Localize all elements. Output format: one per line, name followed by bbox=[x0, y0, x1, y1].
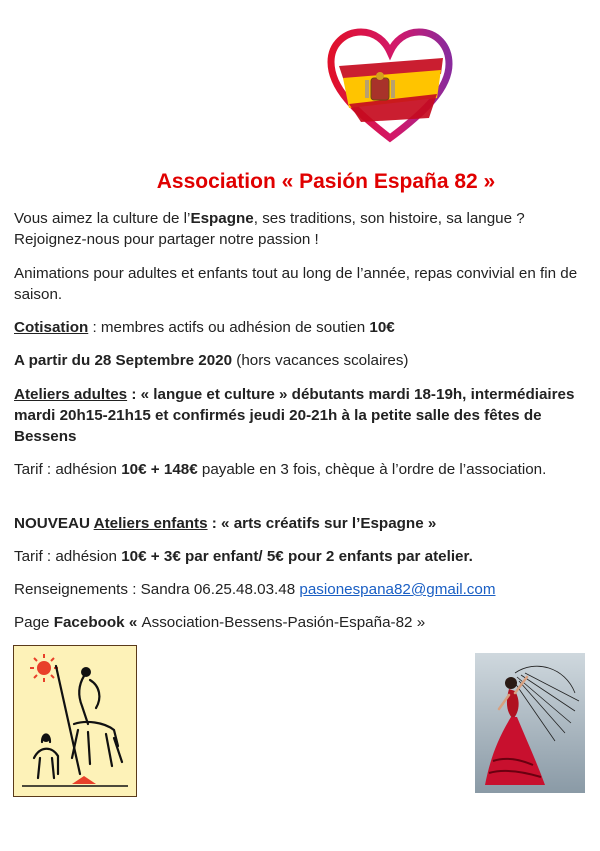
start-date-paragraph: A partir du 28 Septembre 2020 (hors vacances scolaires) bbox=[14, 352, 409, 369]
intro-paragraph: Vous aimez la culture de l’Espagne, ses traditions, son histoire, sa langue ? Rejoignez-nous pour partager notre passion ! bbox=[14, 210, 525, 248]
activities-paragraph: Animations pour adultes et enfants tout au long de l’année, repas convivial en fin de saison. bbox=[14, 265, 578, 303]
facebook-paragraph: Page Facebook « Association-Bessens-Pasión-España-82 » bbox=[14, 614, 426, 631]
spanish-flag-heart-icon bbox=[325, 26, 455, 146]
kids-price-paragraph: Tarif : adhésion 10€ + 3€ par enfant/ 5€ pour 2 enfants par atelier. bbox=[14, 548, 473, 565]
don-quixote-illustration bbox=[13, 645, 137, 797]
adult-price-paragraph: Tarif : adhésion 10€ + 148€ payable en 3 fois, chèque à l’ordre de l’association. bbox=[14, 461, 547, 478]
membership-paragraph: Cotisation : membres actifs ou adhésion de soutien 10€ bbox=[14, 319, 395, 336]
flamenco-dancer-illustration bbox=[475, 653, 585, 793]
adult-workshops-paragraph: Ateliers adultes : « langue et culture » débutants mardi 18-19h, intermédiaires mardi 20h15-21h15 et confirmés jeudi 20-21h à la petite salle des fêtes de Bessens bbox=[14, 386, 575, 445]
kids-workshops-paragraph: NOUVEAU Ateliers enfants : « arts créatifs sur l’Espagne » bbox=[14, 515, 437, 532]
page-title: Association « Pasión España 82 » bbox=[156, 170, 496, 193]
email-link[interactable]: pasionespana82@gmail.com bbox=[299, 581, 496, 598]
contact-paragraph: Renseignements : Sandra 06.25.48.03.48 pasionespana82@gmail.com bbox=[14, 581, 496, 598]
